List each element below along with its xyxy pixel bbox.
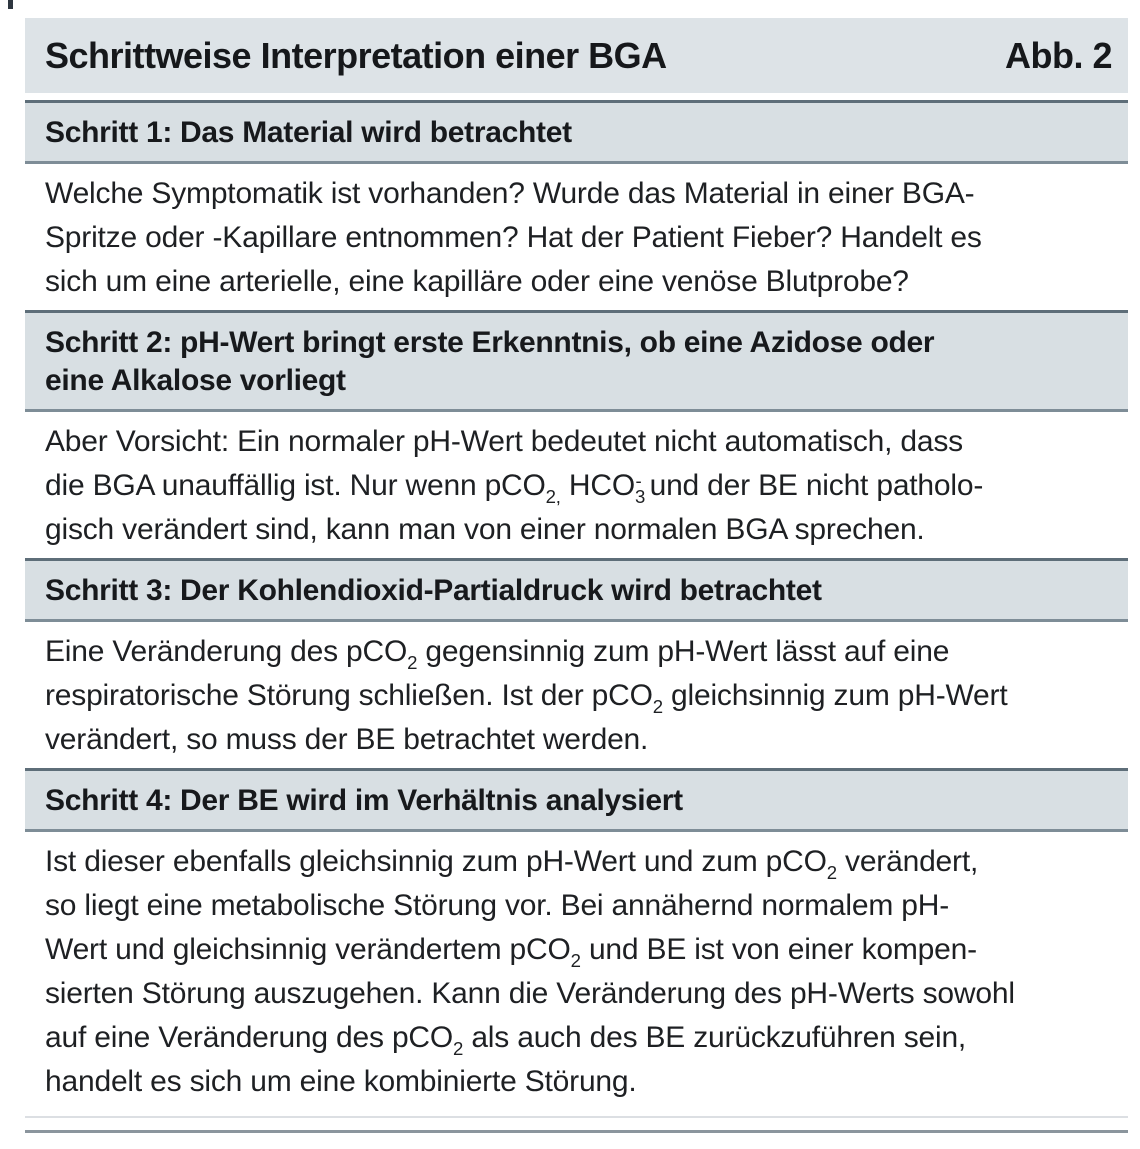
text-line: [45, 972, 1108, 1016]
text-line: [45, 928, 1108, 972]
text-line: [45, 782, 1108, 820]
text-run: und der BE nicht patholo-: [641, 469, 984, 502]
text-line: [45, 508, 1108, 552]
text-line: [45, 1060, 1108, 1104]
text-run: Ist dieser ebenfalls gleichsinnig zum pH-Wert und zum pCO: [45, 845, 827, 878]
figure-number-label: Abb. 2: [1004, 34, 1112, 76]
text-run: verändert,: [836, 845, 979, 878]
text-run: HCO: [560, 469, 635, 502]
text-line: [45, 630, 1108, 674]
text-run: gegensinnig zum pH-Wert lässt auf eine: [417, 635, 950, 668]
chemical-subscript: 2: [652, 696, 663, 718]
schritt-1-body: [25, 164, 1128, 310]
text-run: so liegt eine metabolische Störung vor. Bei annähernd normalem pH-: [45, 889, 949, 922]
sections: [25, 100, 1128, 1110]
schritt-2-body: [25, 412, 1128, 558]
text-run: respiratorische Störung schließen. Ist der pCO: [45, 679, 653, 712]
text-line: [45, 884, 1108, 928]
text-line: [45, 464, 1108, 508]
chemical-subscript: 2: [407, 652, 418, 674]
chemical-subscript: 2: [826, 862, 837, 884]
text-line: [45, 324, 1108, 362]
bottom-rule-light: [25, 1116, 1128, 1118]
text-line: [45, 172, 1108, 216]
text-run: Eine Veränderung des pCO: [45, 635, 408, 668]
text-line: [45, 674, 1108, 718]
figure-section: [25, 768, 1128, 1110]
text-run: verändert, so muss der BE betrachtet werden.: [45, 723, 649, 756]
schritt-3-body: [25, 622, 1128, 768]
bottom-rules: [25, 1116, 1128, 1133]
text-run: gleichsinnig zum pH-Wert: [662, 679, 1008, 712]
schritt-4-heading: [25, 768, 1128, 832]
text-line: [45, 1016, 1108, 1060]
schritt-3-heading: [25, 558, 1128, 622]
text-run: sierten Störung auszugehen. Kann die Veränderung des pH-Werts sowohl: [45, 977, 1015, 1010]
text-run: auf eine Veränderung des pCO: [45, 1021, 454, 1054]
figure-box: [25, 18, 1128, 1133]
schritt-1-heading: [25, 100, 1128, 164]
text-run: Welche Symptomatik ist vorhanden? Wurde das Material in einer BGA-: [45, 177, 975, 210]
schritt-4-body: [25, 832, 1128, 1110]
text-line: [45, 718, 1108, 762]
text-run: Schritt 2: pH-Wert bringt erste Erkenntnis, ob eine Azidose oder: [45, 326, 935, 359]
figure-section: [25, 310, 1128, 558]
chemical-subscript: 2: [453, 1038, 464, 1060]
schritt-2-heading: [25, 310, 1128, 412]
text-line: [45, 420, 1108, 464]
chemical-subscript: 2,: [545, 486, 561, 508]
figure-section: [25, 100, 1128, 310]
text-line: [45, 840, 1108, 884]
figure-header: [25, 18, 1128, 93]
text-line: [45, 114, 1108, 152]
text-run: sich um eine arterielle, eine kapilläre oder eine venöse Blutprobe?: [45, 265, 909, 298]
figure-title: Schrittweise Interpretation einer BGA: [45, 34, 667, 76]
scan-artifact: [8, 0, 13, 9]
text-line: [45, 362, 1108, 400]
text-line: [45, 260, 1108, 304]
text-run: die BGA unauffällig ist. Nur wenn pCO: [45, 469, 546, 502]
chemical-subscript: 2: [570, 950, 581, 972]
text-run: Schritt 1: Das Material wird betrachtet: [45, 116, 572, 149]
text-run: Aber Vorsicht: Ein normaler pH-Wert bedeutet nicht automatisch, dass: [45, 425, 963, 458]
text-run: als auch des BE zurückzuführen sein,: [463, 1021, 967, 1054]
text-line: [45, 216, 1108, 260]
text-run: gisch verändert sind, kann man von einer normalen BGA sprechen.: [45, 513, 925, 546]
text-run: eine Alkalose vorliegt: [45, 364, 346, 397]
text-run: Schritt 3: Der Kohlendioxid-Partialdruck wird betrachtet: [45, 574, 822, 607]
bottom-rule-dark: [25, 1130, 1128, 1133]
text-run: handelt es sich um eine kombinierte Störung.: [45, 1065, 637, 1098]
text-line: [45, 572, 1108, 610]
text-run: und BE ist von einer kompen-: [580, 933, 977, 966]
figure-section: [25, 558, 1128, 768]
text-run: Schritt 4: Der BE wird im Verhältnis analysiert: [45, 784, 683, 817]
text-run: Wert und gleichsinnig verändertem pCO: [45, 933, 571, 966]
charge-superscript: -: [635, 470, 642, 492]
text-run: Spritze oder -Kapillare entnommen? Hat der Patient Fieber? Handelt es: [45, 221, 982, 254]
chemical-subscript: 3: [634, 486, 646, 508]
